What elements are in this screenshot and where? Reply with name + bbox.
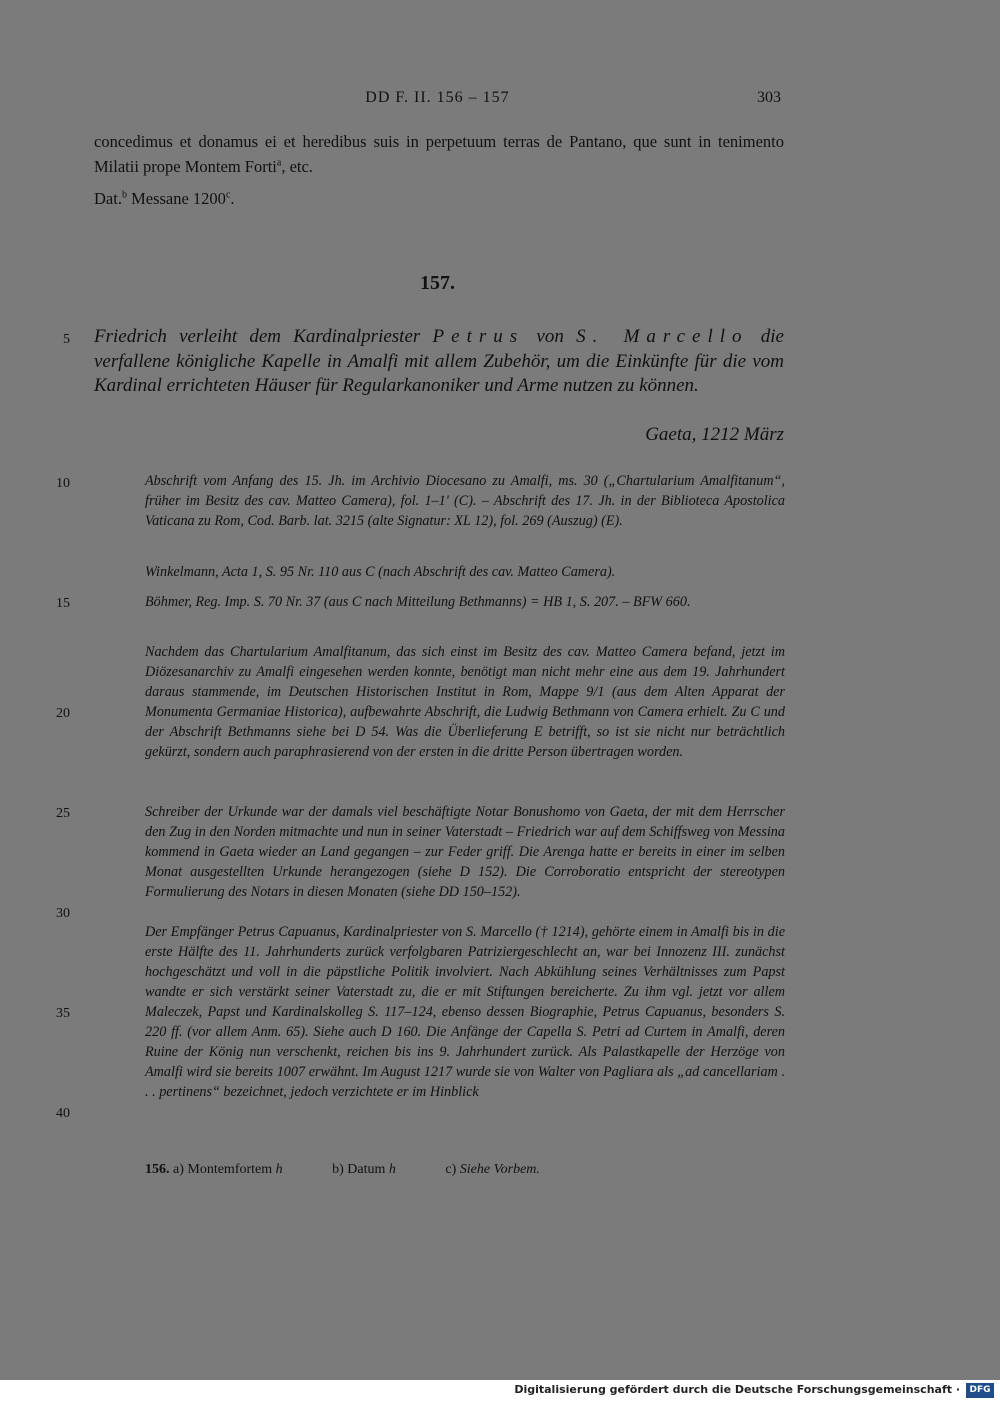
regest-place-name: S. Marcello [576, 326, 749, 347]
commentary-paragraph: Der Empfänger Petrus Capuanus, Kardinalpriester von S. Marcello († 1214), gehörte einem in Amalfi bis in die erste Hälfte des 11. Jahrhunderts zurück verfolgbaren Patriziergeschlecht an, war bei Innozenz III. zunächst hochgeschätzt und voll in die päpstliche Politik involviert. Nach Abkühlung seines Verhältnisses zum Papst wandte er sich verstärkt seiner Vaterstadt zu, die er mit Stiftungen bereicherte. Zu ihm vgl. jetzt vor allem Maleczek, Papst und Kardinalskolleg S. 117–124, ebenso dessen Biographie, Petrus Capuanus, besonders S. 220 ff. (vor allem Anm. 65). Siehe auch D 160. Die Anfänge der Capella S. Petri ad Curtem in Amalfi, deren Ruine der König nun verschenkt, reichen bis ins 9. Jahrhundert zurück. Als Palastkapelle der Herzöge von Amalfi wird sie bereits 1007 erwähnt. Im August 1217 wurde sie von Walter von Pagliara als „ad cancellariam . . . pertinens“ bezeichnet, jedoch verzichtete er im Hinblick [145, 924, 785, 1100]
place-date: Gaeta, 1212 März [645, 424, 784, 445]
page-number: 303 [757, 89, 781, 106]
bottom-bar [0, 1380, 1000, 1402]
regest: Friedrich verleiht dem Kardinalpriester Petrus von S. Marcello die verfallene königliche Kapelle in Amalfi mit allem Zubehör, um die Einkünfte für die vom Kardinal errichteten Häuser für Regularkanoniker und Arme nutzen zu können. [94, 326, 784, 396]
line-number: 30 [56, 906, 70, 921]
previous-document-text: concedimus et donamus ei et heredibus suis in perpetuum terras de Pantano, que sunt in tenimento Milatii prope Montem Forti$^a$, etc. [94, 132, 784, 176]
commentary-paragraph: Schreiber der Urkunde war der damals viel beschäftigte Notar Bonushomo von Gaeta, der mit dem Herrscher den Zug in den Norden mitmachte und nun in seiner Vaterstadt – Friedrich war auf dem Schiffsweg von Messina kommend in Gaeta wieder an Land gegangen – zur Feder griff. Die Arenga hatte er bereits in einer im selben Monat ausgestellten Urkunde herangezogen (siehe D 152). Die Corroboratio entspricht der stereotypen Formulierung des Notars in diesen Monaten (siehe DD 150–152). [145, 804, 785, 900]
line-number: 10 [56, 476, 70, 491]
funding-notice: Digitalisierung gefördert durch die Deutsche Forschungsgemeinschaft · [514, 1383, 960, 1396]
footnote-label: 156. [145, 1162, 170, 1177]
line-number: 20 [56, 706, 70, 721]
line-number: 40 [56, 1106, 70, 1121]
regest-person-name: Petrus [432, 326, 525, 347]
line-number: 35 [56, 1006, 70, 1021]
line-number: 25 [56, 806, 70, 821]
commentary-paragraph: Nachdem das Chartularium Amalfitanum, das sich einst im Besitz des cav. Matteo Camera befand, jetzt im Diözesanarchiv zu Amalfi eingesehen werden konnte, benötigt man nicht mehr eine aus dem 19. Jahrhundert daraus stammende, im Deutschen Historischen Institut in Rom, Mappe 9/1 (aus dem Alten Apparat der Monumenta Germaniae Historica), aufbewahrte Abschrift, die Ludwig Bethmann von Camera erhielt. Zu C und der Abschrift Bethmanns siehe bei D 54. Was die Überlieferung E betrifft, so ist sie nicht nur beträchtlich gekürzt, sondern auch paraphrasierend von der ersten in die dritte Person übertragen worden. [145, 644, 785, 760]
footnotes: 156. a) Montemfortem h b) Datum h c) Siehe Vorbem. [145, 1162, 540, 1177]
previous-document-date: Dat.$^b$ Messane 1200$^c$. [94, 189, 235, 208]
dfg-logo[interactable]: DFG [966, 1383, 994, 1398]
running-header: DD F. II. 156 – 157 [365, 89, 510, 106]
edition-paragraph: Winkelmann, Acta 1, S. 95 Nr. 110 aus C (nach Abschrift des cav. Matteo Camera). [145, 564, 616, 580]
tradition-paragraph: Abschrift vom Anfang des 15. Jh. im Archivio Diocesano zu Amalfi, ms. 30 („Chartularium Amalfitanum“, früher im Besitz des cav. Matteo Camera), fol. 1–1' (C). – Abschrift des 17. Jh. in der Biblioteca Apostolica Vaticana zu Rom, Cod. Barb. lat. 3215 (alte Signatur: XL 12), fol. 269 (Auszug) (E). [145, 473, 785, 529]
line-number: 5 [63, 332, 70, 347]
regesta-paragraph: Böhmer, Reg. Imp. S. 70 Nr. 37 (aus C nach Mitteilung Bethmanns) = HB 1, S. 207. – BFW 660. [145, 594, 691, 610]
document-number: 157. [420, 272, 455, 294]
line-number: 15 [56, 596, 70, 611]
